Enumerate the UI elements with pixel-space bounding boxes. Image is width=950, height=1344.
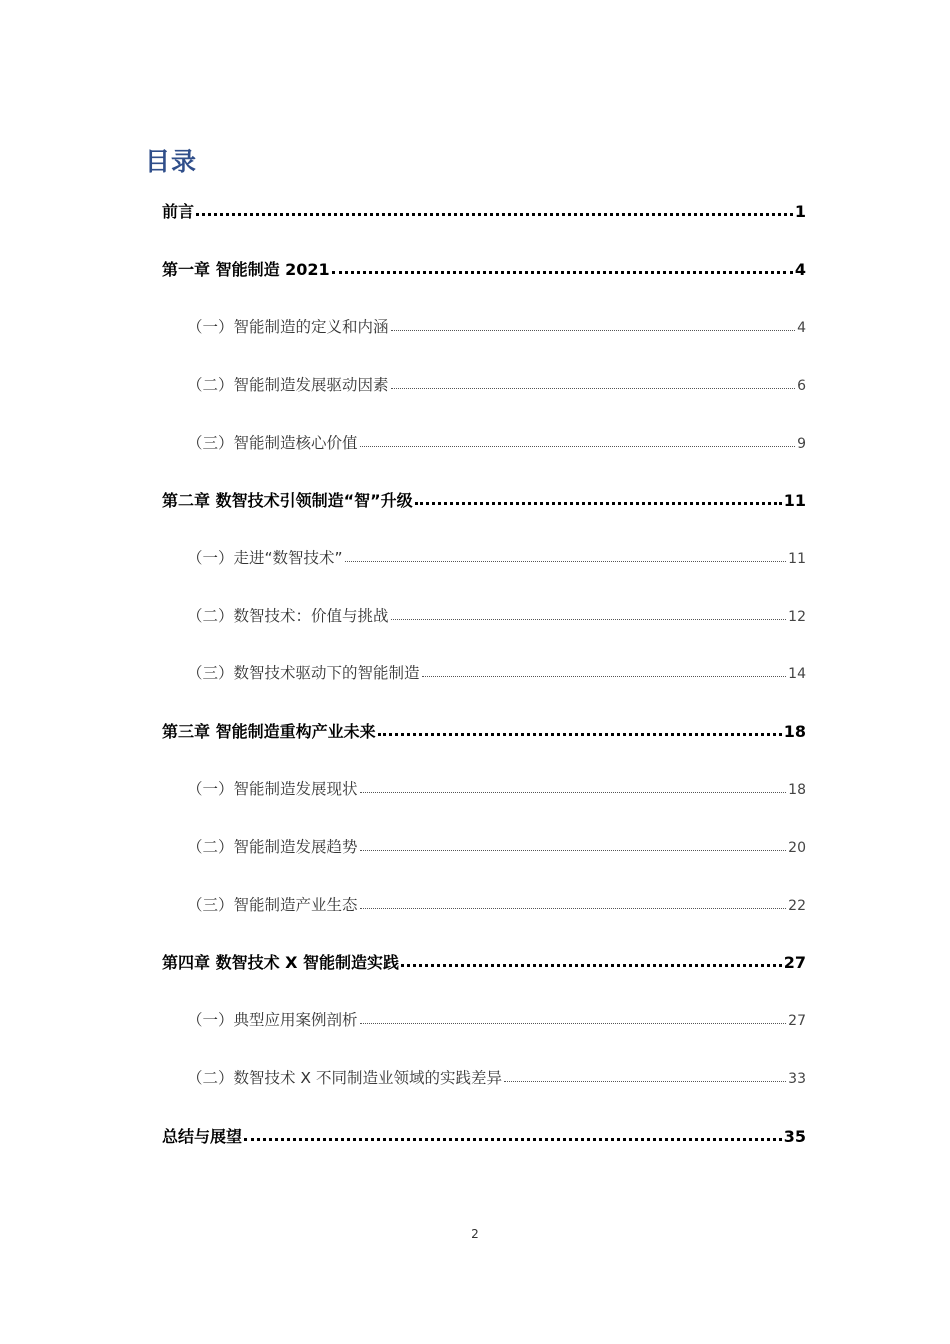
- dot-leader: [415, 502, 782, 505]
- dot-leader: [360, 908, 787, 909]
- toc-entry-label: 总结与展望: [162, 1127, 243, 1146]
- dot-leader: [422, 676, 787, 677]
- dot-leader: [360, 446, 796, 447]
- toc-entry-label: 第二章 数智技术引领制造“智”升级: [162, 491, 413, 510]
- toc-entry-label: （三）数智技术驱动下的智能制造: [187, 664, 420, 682]
- toc-entry-conclusion[interactable]: [162, 1124, 806, 1147]
- toc-entry-label: 第四章 数智技术 X 智能制造实践: [162, 953, 400, 972]
- toc-entry-page: 1: [794, 202, 806, 221]
- toc-entry-label: （一）智能制造发展现状: [187, 780, 358, 798]
- dot-leader: [504, 1081, 786, 1082]
- toc-entry-section-3-1[interactable]: [187, 777, 806, 799]
- toc-entry-page: 22: [788, 898, 806, 914]
- toc-entry-section-2-3[interactable]: [187, 661, 806, 683]
- toc-entry-chapter-2[interactable]: [162, 488, 806, 511]
- toc-entry-label: （三）智能制造产业生态: [187, 896, 358, 914]
- toc-entry-chapter-4[interactable]: [162, 950, 806, 973]
- toc-entry-section-3-3[interactable]: [187, 893, 806, 915]
- toc-entry-chapter-3[interactable]: [162, 719, 806, 742]
- dot-leader: [332, 271, 793, 274]
- toc-entry-label: （一）走进“数智技术”: [187, 549, 343, 567]
- toc-entry-section-1-1[interactable]: [187, 315, 806, 337]
- toc-entry-page: 12: [788, 609, 806, 625]
- toc-title: 目录: [145, 147, 198, 176]
- dot-leader: [378, 733, 782, 736]
- toc-entry-page: 27: [788, 1013, 806, 1029]
- toc-entry-label: （二）智能制造发展趋势: [187, 838, 358, 856]
- toc-entry-section-1-2[interactable]: [187, 373, 806, 395]
- toc-entry-label: （二）数智技术：价值与挑战: [187, 607, 389, 625]
- toc-entry-page: 11: [783, 491, 806, 510]
- toc-entry-section-4-1[interactable]: [187, 1008, 806, 1030]
- dot-leader: [391, 330, 796, 331]
- toc-entry-label: 第一章 智能制造 2021: [162, 260, 330, 279]
- toc-entry-page: 9: [797, 436, 806, 452]
- dot-leader: [196, 213, 793, 216]
- dot-leader: [244, 1138, 782, 1141]
- page-number: 2: [471, 1227, 479, 1241]
- toc-entry-label: 第三章 智能制造重构产业未来: [162, 722, 376, 741]
- toc-entry-label: （三）智能制造核心价值: [187, 434, 358, 452]
- toc-entry-label: （一）典型应用案例剖析: [187, 1011, 358, 1029]
- toc-entry-page: 6: [797, 378, 806, 394]
- dot-leader: [360, 850, 787, 851]
- dot-leader: [345, 561, 787, 562]
- dot-leader: [360, 1023, 787, 1024]
- toc-entry-section-4-2[interactable]: [187, 1066, 806, 1088]
- toc-entry-page: 20: [788, 840, 806, 856]
- toc-entry-page: 14: [788, 666, 806, 682]
- toc-entry-page: 18: [788, 782, 806, 798]
- dot-leader: [391, 619, 787, 620]
- toc-entry-page: 35: [783, 1127, 806, 1146]
- dot-leader: [401, 964, 782, 967]
- toc-entry-page: 4: [797, 320, 806, 336]
- toc-entry-page: 4: [794, 260, 806, 279]
- toc-entry-page: 27: [783, 953, 806, 972]
- toc-entry-label: （二）智能制造发展驱动因素: [187, 376, 389, 394]
- toc-entry-page: 11: [788, 551, 806, 567]
- toc-entry-label: （一）智能制造的定义和内涵: [187, 318, 389, 336]
- toc-entry-page: 33: [788, 1071, 806, 1087]
- toc-entry-section-1-3[interactable]: [187, 431, 806, 453]
- toc-entry-section-3-2[interactable]: [187, 835, 806, 857]
- toc-entry-section-2-1[interactable]: [187, 546, 806, 568]
- toc-entry-label: 前言: [162, 202, 195, 221]
- toc-entry-chapter-1[interactable]: [162, 257, 806, 280]
- toc-entry-page: 18: [783, 722, 806, 741]
- toc-entry-section-2-2[interactable]: [187, 604, 806, 626]
- dot-leader: [391, 388, 796, 389]
- toc-entry-label: （二）数智技术 X 不同制造业领域的实践差异: [187, 1069, 502, 1087]
- dot-leader: [360, 792, 787, 793]
- toc-entry-preface[interactable]: [162, 199, 806, 222]
